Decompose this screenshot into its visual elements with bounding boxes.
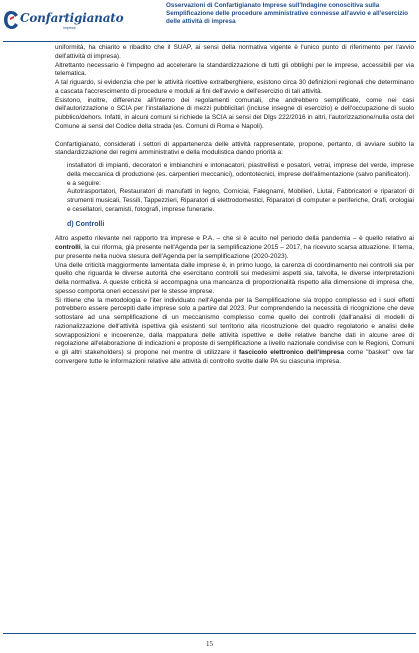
paragraph xyxy=(55,297,414,367)
text-run: , la cui riforma, già presente nell'Agenda per la semplificazione 2015 – 2017, ha ricevuto scarsa attuazione. Il tema, pur presente nella nuova stesura dell'Agenda per la semplificazione (2020-2023). xyxy=(55,244,414,260)
title-line: Semplificazione delle procedure amministrative connesse all'avvio e all'esercizio xyxy=(166,10,409,18)
logo-mark-icon xyxy=(3,10,19,30)
document-title xyxy=(166,2,416,27)
title-line: Osservazioni di Confartigianato Imprese sull'Indagine conoscitiva sulla xyxy=(166,2,380,9)
page-body xyxy=(55,44,414,367)
paragraph: Una delle criticità maggiormente lamentata dalle imprese è, in primo luogo, la carenza di coordinamento nei controlli sia per quello che riguarda le diverse autorità che esercitano controlli sui medesimi aspetti sia, talvolta, le diverse interpretazioni della normativa. A queste criticità si accompagna una mancanza di proporzionalità rispetto alla dimensione di impresa che, spesso comporta oneri eccessivi per le stesse imprese. xyxy=(55,261,414,295)
logo-subtitle: Imprese xyxy=(63,26,76,30)
text-run: Si ritiene che la metodologia e l'iter individuato nell'Agenda per la Semplificazione sia troppo complesso ed i suoi effetti potrebbero essere percepiti dalle imprese solo a partire dal 2023. Pur comprendendo la necessità di ricognizione che deve sottostare ad una semplificazione di un meccanismo complesso come quello dei controlli (dall'analisi di modelli di razionalizzazione dell'attività ispettiva già esistenti sul territorio alla ricostruzione del quadro regolatorio e analisi delle sovrapposizioni e incoerenze, dalla mappatura delle attività ispettive e delle relative banche dati in alcune aree di regolazione all'elaborazione di indicazioni e proposte di semplificazione a livello nazionale condivise con le Regioni, Comuni e gli altri stakeholders) si propone nel mentre di utilizzare il xyxy=(55,296,414,356)
paragraph: Esistono, inoltre, differenze all'interno dei regolamenti comunali, che andrebbero semplificate, come nei casi dell'autorizzazione o SCIA per l'installazione di mezzi pubblicitari (incluse insegne di esercizio) e dell'occupazione di suolo pubblico/dehors. Infatti, in alcuni comuni si richiede la SCIA ai sensi del Dlgs 222/2016 in altri, l'autorizzazione/nulla osta del Comune ai sensi del Codice della strada (es. Comuni di Roma e Napoli). xyxy=(55,96,414,130)
text-run: come "basket" ove far convergere tutte le informazioni relative alle attività di controllo svolte dalle PA su ciascuna impresa. xyxy=(55,349,414,365)
logo-wordmark: Confartigianato xyxy=(20,11,124,25)
paragraph: Confartigianato, considerati i settori di appartenenza delle attività rappresentate, propone, pertanto, di avviare subito la standardizzazione dei regimi amministrativi e della modulistica dando priorità a: xyxy=(55,140,414,157)
footer-divider xyxy=(3,633,416,634)
header-divider xyxy=(3,41,416,42)
priority-list-secondary: Autotrasportatori, Restauratori di manufatti in legno, Corniciai, Falegnami, Mobilieri, Liutai, Fabbricatori e riparatori di strumenti musicali, Tessili, Tappezzieri, Riparatori di elettrodomestici, Riparatori di computer e periferiche, Orafi, orologiai e cesellatori, ceramisti, fotografi, imprese funerarie. xyxy=(67,188,414,213)
bold-text: fascicolo elettronico dell'impresa xyxy=(239,349,345,356)
text-run: Altro aspetto rilevante nel rapporto tra imprese e P.A. – che si è acuito nel periodo della pandemia – è quello relativo ai xyxy=(55,235,414,243)
page-number: 15 xyxy=(206,640,213,648)
confartigianato-logo xyxy=(3,10,124,36)
paragraph: uniformità, ha chiarito e ribadito che il SUAP, ai sensi della normativa vigente è l'unico punto di riferimento per l'avvio dell'attività di impresa). xyxy=(55,44,414,60)
page-header xyxy=(0,0,419,40)
priority-list-connector: e a seguire: xyxy=(67,179,101,187)
paragraph: Altrettanto necessario è l'impegno ad accelerare la standardizzazione di tutti gli obblighi per le imprese, accessibili per via telematica. xyxy=(55,61,414,78)
priority-list-primary: installatori di impianti, decoratori e imbianchini e intonacatori, piastrellisti e posatori, vetrai, imprese del verde, imprese della meccanica di produzione (es. carpentieri meccanici), odontotecnici, imprese dell'alimentazione (salvo panificatori). xyxy=(67,162,414,178)
section-heading-controlli: d) Controlli xyxy=(67,220,105,228)
title-line: delle attività di impresa xyxy=(166,18,236,26)
bold-text: controlli xyxy=(55,244,81,251)
paragraph: A tal riguardo, si evidenzia che per le attività ricettive extralberghiere, esistono circa 30 definizioni regionali che determinano a cascata l'accrescimento di procedure e moduli ai fini dell'avvio e dell'esercizio di tali attività. xyxy=(55,79,414,95)
paragraph xyxy=(55,235,414,261)
